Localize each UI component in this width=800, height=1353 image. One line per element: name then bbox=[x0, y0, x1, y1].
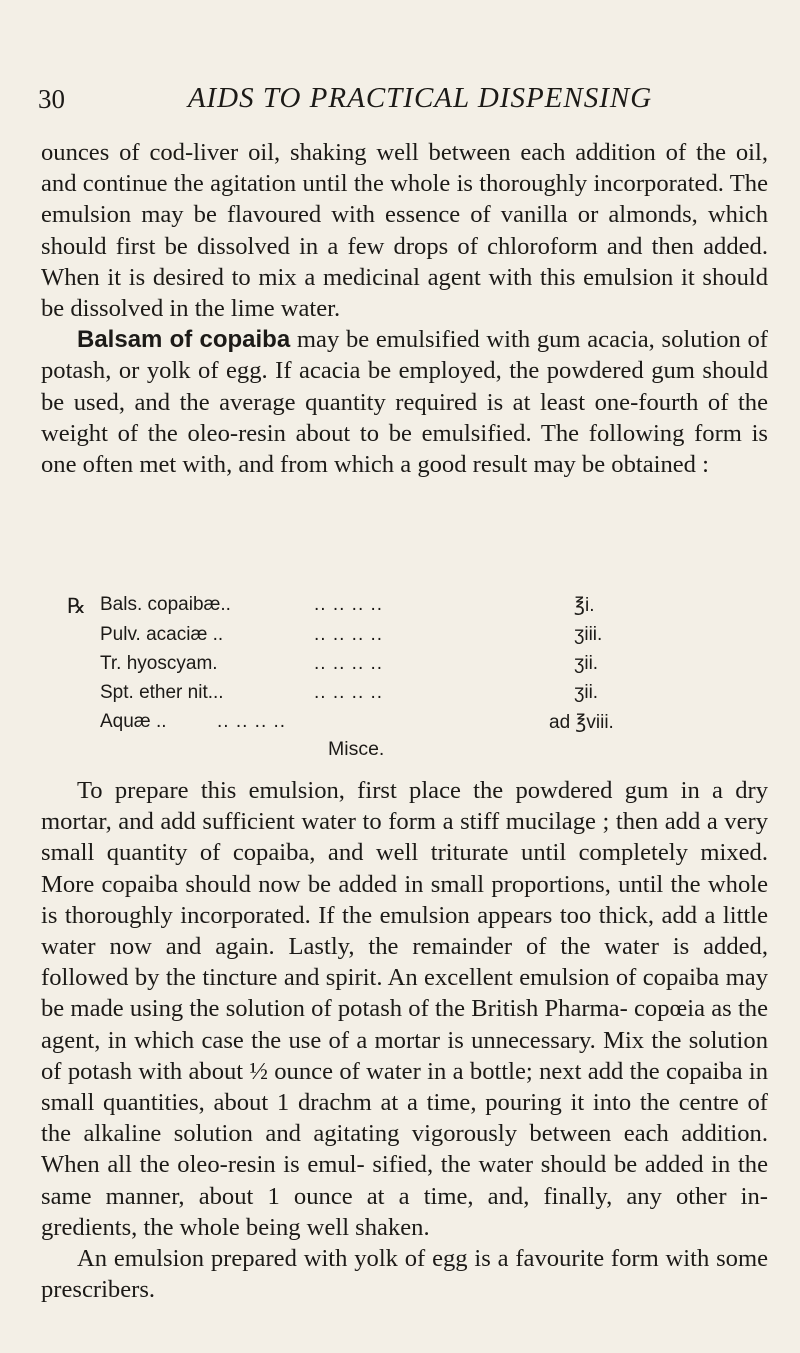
paragraph-1: ounces of cod-liver oil, shaking well between each addition of the oil, and continue the agitation until the whole is thoroughly incorporated. The emulsion may be flavoured with essence of vanilla or almonds, which should first be dissolved in a few drops of chloroform and then added. When it is desired to mix a medicinal agent with this emulsion it should be dissolved in the lime water. bbox=[41, 139, 768, 323]
ingredient-quantity: ʒiii. bbox=[574, 624, 603, 645]
ingredient-name: Aquæ .. bbox=[100, 711, 167, 732]
rx-symbol-icon: ℞ bbox=[67, 594, 86, 618]
ingredient-name: Tr. hyoscyam. bbox=[100, 653, 218, 674]
paragraph-2-body: may be emulsified with gum acacia, solution of potash, or yolk of egg. If acacia be employed, the powdered gum should be used, and the average quantity required is at least one-fourth of the weight of the oleo-resin about to be emulsified. The following form is one often met with, and from which a good result may be obtained : bbox=[41, 326, 768, 479]
paragraph-2 bbox=[41, 324, 768, 480]
running-title: AIDS TO PRACTICAL DISPENSING bbox=[187, 82, 653, 114]
page-number: 30 bbox=[38, 84, 65, 114]
ingredient-name: Bals. copaibæ.. bbox=[100, 594, 231, 615]
misce-label: Misce. bbox=[328, 738, 385, 760]
body-text bbox=[41, 137, 768, 480]
ingredient-quantity: ʒii. bbox=[574, 682, 599, 703]
paragraph-4: An emulsion prepared with yolk of egg is a favourite form with some prescribers. bbox=[41, 1245, 768, 1304]
leader-dots: .. .. .. .. bbox=[217, 711, 287, 732]
ingredient-quantity: ℥i. bbox=[574, 595, 595, 616]
paragraph-3: To prepare this emulsion, first place the powdered gum in a dry mortar, and add sufficient water to form a stiff mucilage ; then add a very small quantity of copaiba, and well triturate until completely mixed. More copaiba should now be added in small proportions, until the whole is thoroughly incorporated. If the emulsion appears too thick, add a little water now and again. Lastly, the remainder of the water is added, followed by the tincture and spirit. An excellent emulsion of copaiba may be made using the solution of potash of the British Pharma- copœia as the agent, in which case the use of a mortar is unnecessary. Mix the solution of potash with about ½ ounce of water in a bottle; next add the copaiba in small quantities, about 1 drachm at a time, pouring it into the centre of the alkaline solution and agitating vigorously between each addition. When all the oleo-resin is emul- sified, the water should be added in the same manner, about 1 ounce at a time, and, finally, any other in- gredients, the whole being well shaken. bbox=[41, 777, 768, 1241]
page-header bbox=[38, 80, 762, 124]
leader-dots: .. .. .. .. bbox=[314, 653, 384, 674]
ingredient-name: Spt. ether nit... bbox=[100, 682, 224, 703]
ingredient-quantity: ʒii. bbox=[574, 653, 599, 674]
ingredient-name: Pulv. acaciæ .. bbox=[100, 624, 224, 645]
ingredient-quantity: ad ℥viii. bbox=[549, 712, 614, 733]
leader-dots: .. .. .. .. bbox=[314, 682, 384, 703]
body-text-continued bbox=[41, 775, 768, 1305]
paragraph-2-heading: Balsam of copaiba bbox=[77, 326, 291, 354]
leader-dots: .. .. .. .. bbox=[314, 594, 384, 615]
leader-dots: .. .. .. .. bbox=[314, 624, 384, 645]
